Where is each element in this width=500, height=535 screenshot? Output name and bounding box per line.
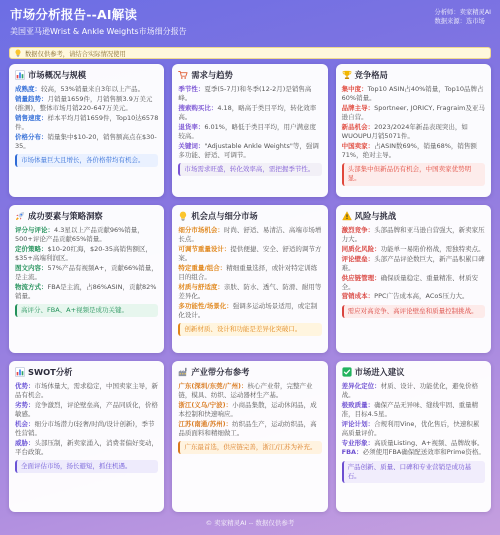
list-item (15, 420, 158, 438)
list-item (342, 142, 485, 160)
item-text: 必须使用FBA确保配送效率和Prime资格。 (362, 448, 485, 457)
item-text: 样本平均月销1659件，Top10达6578件。 (15, 113, 159, 131)
item-label: 退货率： (178, 122, 205, 131)
item-label: 评分与评论： (15, 226, 54, 234)
list-item (178, 264, 321, 282)
list-item (178, 104, 321, 122)
list-item (178, 245, 321, 263)
item-label: 差异化定位： (341, 382, 381, 390)
item-label: 同质化风险： (341, 244, 381, 253)
card-title-text: 成功要素与策略洞察 (28, 211, 103, 221)
list-item (15, 133, 158, 151)
card-title (178, 69, 321, 81)
check-icon (342, 367, 352, 377)
cart-icon (178, 70, 188, 80)
card-title-text: 需求与趋势 (191, 70, 233, 80)
list-item (178, 123, 321, 141)
list-item (342, 123, 485, 141)
warning-icon (342, 211, 352, 221)
item-text: 亲肤、防水、透气、防滑、耐用等差异化。 (178, 282, 322, 300)
card-items (15, 382, 158, 457)
list-item (342, 420, 485, 438)
item-label: 成熟度： (15, 85, 41, 93)
item-label: 关键词： (178, 141, 205, 150)
item-text: 头部产品评论数巨大，新产品积累口碑难。 (341, 254, 485, 272)
card-summary: 产品创新、质量、口碑和专业营销是成功基石。 (342, 461, 485, 483)
list-item (178, 142, 321, 160)
card-summary: 需应对高竞争、高评论壁垒和质量控制挑战。 (342, 305, 485, 318)
item-label: 集中度： (341, 85, 368, 93)
rocket-icon (15, 211, 25, 221)
item-text: 较高，53%销量来自3年以上产品。 (41, 85, 145, 93)
item-text: PPC广告成本高，ACoS压力大。 (374, 292, 469, 301)
lightbulb-icon (14, 49, 22, 57)
card-swot (9, 361, 164, 512)
item-text: 4.3星以上产品贡献96%销量，500+评论产品贡献65%销量。 (15, 226, 144, 244)
notice-text: 数据仅供参考，请结合实际情况使用 (25, 50, 126, 58)
card-title (178, 210, 321, 222)
list-item (15, 85, 158, 94)
list-item (15, 401, 158, 419)
bar-chart-icon (15, 367, 25, 377)
list-item (342, 245, 485, 254)
item-label: 材质与舒适度： (178, 282, 224, 291)
item-text: 57%产品有视频A+，贡献66%销量，是主流。 (15, 263, 158, 282)
item-label: 激烈竞争： (341, 226, 375, 234)
list-item (15, 114, 158, 132)
list-item (342, 448, 485, 457)
item-label: 优势： (15, 382, 35, 390)
card-success-factors (9, 205, 164, 353)
item-label: 季节性： (178, 85, 205, 93)
card-title-text: 市场进入建议 (354, 367, 405, 377)
list-item (178, 283, 321, 301)
list-item (178, 85, 321, 103)
card-summary: 头部集中但新品仍有机会，中国卖家优势明显。 (342, 163, 485, 185)
item-text: Sportneer, JORICY, Fragraim及亚马逊自营。 (341, 103, 485, 122)
card-title (342, 210, 485, 222)
list-item (15, 382, 158, 400)
item-label: 销售速度： (15, 113, 48, 122)
page-footer: © 卖家精灵AI -- 数据仅供参考 (205, 519, 295, 527)
list-item (15, 264, 158, 282)
item-text: 月销量1659件，月销售额3.9万美元(推测)，整体市场月销220-647万美元。 (15, 94, 153, 112)
card-summary: 市场体量巨大且增长，各价格带均有机会。 (15, 154, 158, 167)
factory-icon (178, 367, 188, 377)
item-label: 威胁： (15, 438, 35, 447)
card-title-text: 风险与挑战 (354, 211, 397, 221)
item-label: 劣势： (15, 400, 35, 409)
item-text: 市场体量大，需求稳定，中国卖家主导，新品有机会。 (15, 382, 158, 400)
list-item (178, 420, 321, 438)
card-title-text: 竞争格局 (354, 70, 388, 80)
list-item (342, 401, 485, 419)
item-text: 小商品集散，运动休闲品，成本控制和快速响应。 (178, 400, 317, 419)
card-title (15, 210, 158, 222)
item-text: 时尚、舒适、易清洁、高端市场增长点。 (178, 226, 322, 244)
card-competition (336, 64, 491, 197)
page-subtitle: 美国亚马逊Wrist & Ankle Weights市场细分报告 (10, 27, 187, 36)
card-summary: 全面评估市场，扬长避短，抓住机遇。 (15, 460, 158, 473)
item-text: FBA是主流，占86%ASIN，贡献82%销量。 (15, 282, 157, 300)
card-title (178, 366, 321, 378)
data-source-label: 数据来源：选市场 (434, 17, 485, 25)
card-title-text: 产业带分布参考 (191, 367, 250, 377)
item-text: 夏季(5-7月)和冬季(12-2月)是销售高峰。 (178, 85, 312, 103)
item-text: 占ASIN数69%，销量68%，销售额71%，绝对主导。 (341, 141, 477, 159)
card-industry-belts (172, 361, 327, 512)
item-label: 专业形象： (341, 438, 375, 447)
item-label: 定价策略： (15, 244, 48, 253)
item-label: 评论壁垒： (341, 254, 375, 263)
trophy-icon (342, 70, 352, 80)
lightbulb-icon (178, 211, 188, 221)
list-item (15, 226, 158, 244)
card-summary: 创新材质、设计和功能是差异化突破口。 (178, 323, 321, 336)
card-title (342, 69, 485, 81)
list-item (342, 255, 485, 273)
card-summary: 市场需求旺盛，转化效率高，需把握季节性。 (178, 163, 321, 176)
item-label: 供应链管理： (341, 273, 381, 282)
item-text: 高质量Listing、A+视频、品牌故事。 (374, 438, 484, 447)
list-item (342, 85, 485, 103)
list-item (178, 382, 321, 400)
list-item (178, 302, 321, 320)
report-meta (434, 9, 491, 26)
list-item (178, 226, 321, 244)
card-title (15, 366, 158, 378)
item-text: 确保质量稳定、重量精准、材质安全。 (341, 273, 479, 291)
card-items (15, 226, 158, 301)
item-label: 浙江(义乌/宁波)： (178, 400, 233, 409)
item-text: 强调多运动场景适用，或定制化设计。 (178, 301, 318, 319)
item-label: 物流方式： (15, 282, 48, 291)
item-label: 品牌主导： (341, 103, 375, 112)
item-label: 中国卖家： (341, 141, 375, 150)
item-text: 提供便捷、安全、舒适的调节方案。 (178, 244, 322, 263)
list-item (342, 274, 485, 292)
list-item (342, 104, 485, 122)
list-item (342, 292, 485, 301)
card-market-overview (9, 64, 164, 197)
item-text: 精细重量选择，或针对特定训练目的组合。 (178, 263, 318, 282)
card-grid (9, 64, 491, 512)
card-title (15, 69, 158, 81)
item-text: 4.18，略高于类目平均，转化效率高。 (178, 103, 317, 122)
item-label: 细分市场机会： (178, 226, 224, 234)
item-text: "Adjustable Ankle Weights"等，强调多功能、舒适、可调节。 (178, 141, 319, 159)
list-item (342, 439, 485, 448)
item-label: 江苏(南通/苏州)： (178, 419, 233, 428)
item-text: 纺织品生产，运动纺织品，高品质面料和精细做工。 (178, 419, 317, 438)
item-label: 特定重量/组合： (178, 263, 227, 272)
card-demand-trends (172, 64, 327, 197)
list-item (15, 439, 158, 457)
item-text: 合规利用Vine，优化售后，快速积累高质量评价。 (341, 419, 480, 438)
card-entry-advice (336, 361, 491, 512)
item-label: 搜索购买比： (178, 103, 218, 112)
card-items (178, 226, 321, 320)
item-text: 确保产品无异味、缝线牢固、重量精准，目标4.5星。 (341, 400, 479, 419)
card-items (15, 85, 158, 151)
item-text: 头部品牌和亚马逊自营强大，新卖家压力大。 (341, 226, 485, 244)
list-item (342, 382, 485, 400)
report-header (0, 0, 500, 45)
notice-bar (9, 47, 491, 59)
card-summary: 高评分、FBA、A+视频是成功关键。 (15, 304, 158, 317)
item-label: 机会： (15, 419, 35, 428)
list-item (342, 226, 485, 244)
item-text: 核心产业带，完整产业链，模具、纺织、运动器材生产基。 (178, 382, 313, 400)
item-label: 评论计划： (341, 419, 375, 428)
item-label: FBA： (341, 448, 363, 457)
item-label: 营销成本： (341, 292, 375, 301)
item-text: 头部压制，新卖家涌入，消费者偏好变动，平台政策。 (15, 438, 158, 456)
card-opportunities (172, 205, 327, 353)
card-title-text: SWOT分析 (28, 367, 73, 377)
card-items (342, 226, 485, 302)
item-text: 竞争激烈，评论壁垒高，产品同质化，价格敏感。 (15, 400, 158, 419)
card-title (342, 366, 485, 378)
card-risks (336, 205, 491, 353)
item-text: Top10 ASIN占40%销量，Top10品牌占60%销量。 (341, 85, 484, 103)
list-item (15, 95, 158, 113)
card-items (178, 85, 321, 160)
bar-chart-icon (15, 70, 25, 80)
item-label: 可调节重量设计： (178, 244, 231, 253)
list-item (15, 283, 158, 301)
item-label: 销量趋势： (15, 94, 48, 103)
card-items (342, 85, 485, 160)
item-label: 价格分布： (15, 132, 48, 141)
item-text: 功能单一易陷价格战，需独特卖点。 (380, 244, 485, 253)
item-text: 2023/2024年新品表现突出，如WUOUPU月销5071件。 (341, 122, 468, 141)
page-title: 市场分析报告--AI解读 (10, 7, 138, 22)
list-item (178, 401, 321, 419)
card-items (178, 382, 321, 438)
item-label: 广东(深圳/东莞/广州)： (178, 382, 248, 390)
item-text: 6.01%，略低于类目平均，用户满意度较高。 (178, 122, 316, 141)
item-text: 材质、设计、功能优化，避免价格战。 (341, 382, 479, 400)
card-title-text: 机会点与细分市场 (191, 211, 258, 221)
item-text: 细分市场潜力(轻奢/时尚/设计创新)，季节性营销。 (15, 419, 155, 438)
item-label: 极致质量： (341, 400, 375, 409)
list-item (15, 245, 158, 263)
card-items (342, 382, 485, 458)
item-label: 新品机会： (341, 122, 375, 131)
item-text: $10-20红海，$20-35高销售额区，$35+高端利润区。 (15, 244, 153, 263)
analyst-label: 分析师：卖家精灵AI (434, 9, 491, 16)
item-text: 销量集中$10-20，销售额高点在$30-35。 (15, 132, 157, 150)
item-label: 图文内容： (15, 263, 48, 272)
item-label: 多功能性/场景化： (178, 301, 233, 310)
card-summary: 广东最首选，供应链完善，浙江/江苏为补充。 (178, 441, 321, 454)
card-title-text: 市场概况与规模 (28, 70, 87, 80)
